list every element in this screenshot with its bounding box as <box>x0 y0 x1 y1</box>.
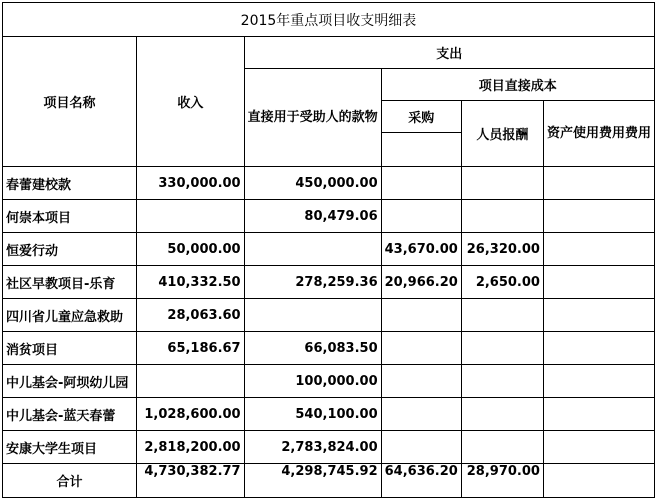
table-row <box>3 299 655 332</box>
row-income <box>137 365 244 398</box>
row-income: 50,000.00 <box>137 233 244 266</box>
table-row <box>3 365 655 398</box>
row-direct-aid <box>244 233 381 266</box>
header-project-name: 项目名称 <box>3 37 137 167</box>
row-asset-use <box>543 266 654 299</box>
row-name: 消贫项目 <box>3 332 137 365</box>
total-direct-aid: 4,298,745.92 <box>244 464 381 498</box>
row-staff-pay <box>461 398 543 431</box>
table-row <box>3 431 655 464</box>
header-asset-use: 资产使用费用费用 <box>543 101 654 167</box>
total-staff-pay: 28,970.00 <box>461 464 543 498</box>
row-income: 65,186.67 <box>137 332 244 365</box>
table-row <box>3 398 655 431</box>
row-name: 恒爱行动 <box>3 233 137 266</box>
row-direct-aid: 540,100.00 <box>244 398 381 431</box>
row-staff-pay: 2,650.00 <box>461 266 543 299</box>
row-staff-pay <box>461 299 543 332</box>
total-row <box>3 464 655 498</box>
row-procurement: 43,670.00 <box>381 233 461 266</box>
row-asset-use <box>543 431 654 464</box>
row-name: 社区早教项目-乐育 <box>3 266 137 299</box>
header-staff-pay: 人员报酬 <box>461 101 543 167</box>
row-procurement <box>381 431 461 464</box>
row-asset-use <box>543 332 654 365</box>
row-income: 2,818,200.00 <box>137 431 244 464</box>
header-procurement-blank <box>381 133 461 167</box>
row-direct-aid: 100,000.00 <box>244 365 381 398</box>
header-procurement: 采购 <box>381 101 461 133</box>
header-direct-aid: 直接用于受助人的款物 <box>244 69 381 167</box>
row-procurement <box>381 299 461 332</box>
row-procurement <box>381 332 461 365</box>
row-procurement <box>381 365 461 398</box>
row-name: 中儿基会-蓝天春蕾 <box>3 398 137 431</box>
table-row <box>3 233 655 266</box>
row-direct-aid: 278,259.36 <box>244 266 381 299</box>
row-staff-pay: 26,320.00 <box>461 233 543 266</box>
row-staff-pay <box>461 200 543 233</box>
row-name: 何崇本项目 <box>3 200 137 233</box>
table-row <box>3 167 655 200</box>
row-direct-aid: 80,479.06 <box>244 200 381 233</box>
table-row <box>3 332 655 365</box>
row-procurement <box>381 167 461 200</box>
row-direct-aid: 2,783,824.00 <box>244 431 381 464</box>
row-staff-pay <box>461 167 543 200</box>
row-asset-use <box>543 365 654 398</box>
row-name: 春蕾建校款 <box>3 167 137 200</box>
header-income: 收入 <box>137 37 244 167</box>
row-asset-use <box>543 398 654 431</box>
row-staff-pay <box>461 332 543 365</box>
row-income: 1,028,600.00 <box>137 398 244 431</box>
header-direct-cost: 项目直接成本 <box>381 69 654 101</box>
row-income <box>137 200 244 233</box>
row-direct-aid <box>244 299 381 332</box>
row-asset-use <box>543 167 654 200</box>
row-name: 四川省儿童应急救助 <box>3 299 137 332</box>
row-income: 28,063.60 <box>137 299 244 332</box>
row-direct-aid: 66,083.50 <box>244 332 381 365</box>
row-asset-use <box>543 233 654 266</box>
table-row <box>3 200 655 233</box>
row-asset-use <box>543 200 654 233</box>
row-income: 330,000.00 <box>137 167 244 200</box>
row-direct-aid: 450,000.00 <box>244 167 381 200</box>
total-income: 4,730,382.77 <box>137 464 244 498</box>
table-title: 2015年重点项目收支明细表 <box>3 3 655 37</box>
row-name: 中儿基会-阿坝幼儿园 <box>3 365 137 398</box>
row-staff-pay <box>461 365 543 398</box>
row-asset-use <box>543 299 654 332</box>
total-procurement: 64,636.20 <box>381 464 461 498</box>
row-name: 安康大学生项目 <box>3 431 137 464</box>
table-row <box>3 266 655 299</box>
row-procurement <box>381 398 461 431</box>
total-label: 合计 <box>3 464 137 498</box>
row-procurement: 20,966.20 <box>381 266 461 299</box>
total-asset-use <box>543 464 654 498</box>
expense-detail-table <box>2 2 655 498</box>
row-staff-pay <box>461 431 543 464</box>
header-expenditure: 支出 <box>244 37 654 69</box>
row-procurement <box>381 200 461 233</box>
row-income: 410,332.50 <box>137 266 244 299</box>
